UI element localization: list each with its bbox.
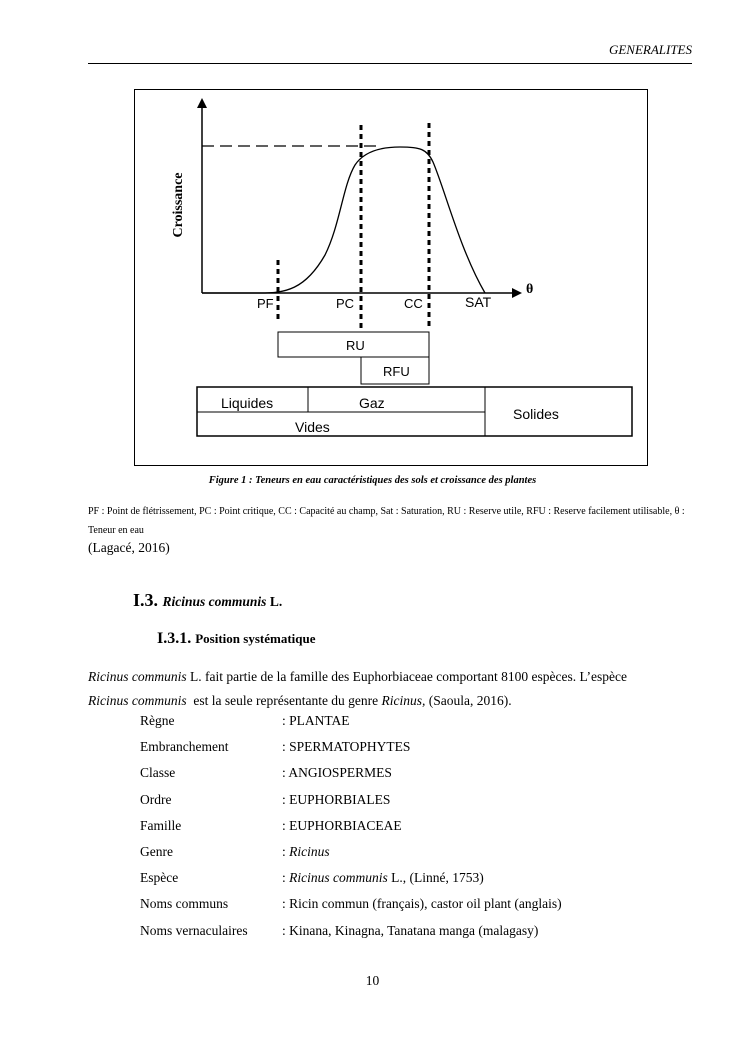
liquides-label: Liquides — [221, 395, 274, 411]
taxonomy-value: : PLANTAE — [282, 713, 350, 728]
subsection-heading — [157, 630, 315, 648]
paragraph-line-2 — [88, 689, 694, 713]
taxonomy-value-italic: Ricinus — [289, 843, 330, 859]
page-header-title: GENERALITES — [608, 42, 692, 57]
taxonomy-label: Genre — [140, 843, 173, 859]
taxonomy-label: Règne — [140, 713, 175, 728]
figure-caption: Figure 1 : Teneurs en eau caractéristiques des sols et croissance des plantes — [208, 475, 537, 486]
vides-label: Vides — [295, 419, 330, 435]
taxonomy-value: : SPERMATOPHYTES — [282, 739, 411, 755]
taxonomy-value-suffix: L., (Linné, 1753) — [387, 870, 484, 886]
taxonomy-label: Embranchement — [140, 739, 229, 755]
label-pc: PC — [336, 296, 355, 311]
intro-paragraph — [88, 665, 694, 713]
subsection-number: I.3.1. — [157, 630, 192, 647]
taxonomy-value-prefix: : — [282, 870, 290, 886]
taxonomy-value-prefix: : — [282, 843, 290, 859]
taxonomy-value: : Ricin commun (français), castor oil plant (anglais) — [282, 896, 562, 912]
section-title: Ricinus communis — [162, 594, 267, 609]
species-name-2: Ricinus communis — [88, 693, 187, 708]
section-heading — [133, 590, 282, 611]
y-axis-label: Croissance — [171, 172, 186, 238]
paragraph-line-1 — [88, 665, 694, 689]
paragraph-citation: (Saoula, 2016). — [425, 693, 512, 708]
section-suffix: L. — [266, 594, 283, 609]
growth-curve — [202, 147, 485, 293]
taxonomy-value — [282, 870, 484, 886]
taxonomy-value: : EUPHORBIACEAE — [282, 817, 402, 833]
label-pf: PF — [257, 296, 274, 311]
taxonomy-label: Ordre — [140, 791, 172, 807]
x-axis-label: θ — [526, 282, 534, 297]
taxonomy-label: Classe — [140, 765, 176, 781]
figure-abbreviations: PF : Point de flétrissement, PC : Point critique, CC : Capacité au champ, Sat : Saturation, RU : Reserve utile, RFU : Reserve facilement utilisable, θ : Teneur en eau — [88, 506, 685, 536]
genus-name: Ricinus, — [381, 693, 426, 708]
rfu-label: RFU — [383, 364, 410, 379]
figure-source: (Lagacé, 2016) — [88, 540, 170, 555]
taxonomy-label: Famille — [140, 817, 182, 833]
taxonomy-value-italic: Ricinus communis — [289, 870, 388, 886]
taxonomy-label: Noms communs — [140, 896, 229, 912]
paragraph-text-1: L. fait partie de la famille des Euphorbiaceae comportant 8100 espèces. L’espèce — [186, 669, 627, 684]
x-axis-arrow — [512, 288, 522, 298]
taxonomy-label: Noms vernaculaires — [140, 922, 248, 938]
subsection-title: Position systématique — [195, 631, 316, 646]
species-name: Ricinus communis — [88, 669, 187, 684]
page-number: 10 — [365, 973, 380, 988]
paragraph-text-2: est la seule représentante du genre — [186, 693, 382, 708]
y-axis-arrow — [197, 98, 207, 108]
taxonomy-value: : ANGIOSPERMES — [282, 765, 392, 781]
taxonomy-label: Espèce — [140, 870, 179, 886]
gaz-label: Gaz — [359, 395, 385, 411]
solides-label: Solides — [513, 406, 559, 422]
figure-soil-water-diagram — [134, 89, 648, 466]
taxonomy-value — [282, 844, 330, 860]
section-number: I.3. — [133, 590, 159, 610]
ru-label: RU — [346, 338, 365, 353]
label-sat: SAT — [465, 294, 492, 310]
header-rule — [88, 63, 692, 64]
taxonomy-value: : Kinana, Kinagna, Tanatana manga (malagasy) — [282, 922, 539, 938]
label-cc: CC — [404, 296, 423, 311]
taxonomy-value: : EUPHORBIALES — [282, 791, 391, 807]
